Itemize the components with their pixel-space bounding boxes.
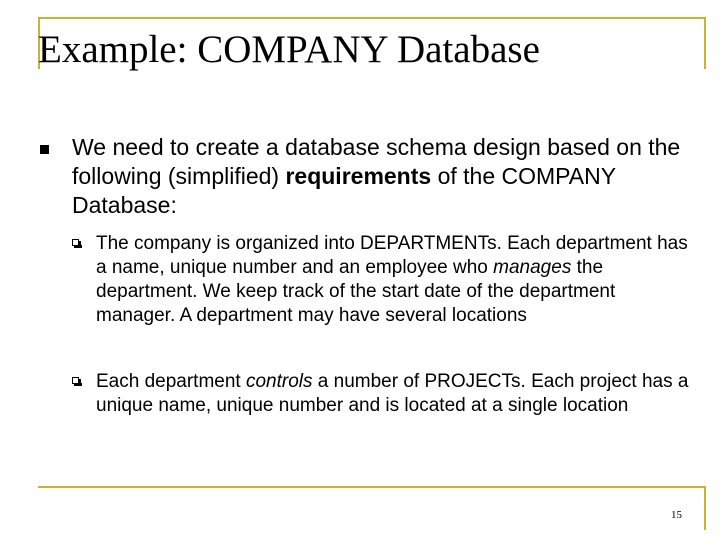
sub-bullet-text-part: Each department [96, 371, 246, 392]
sub-bullet-italic-text: manages [493, 257, 572, 278]
main-bullet-bold-text: requirements [285, 163, 432, 189]
main-bullet-text-part: of the COMPANY Database: [72, 163, 616, 218]
hollow-square-bullet-icon [72, 239, 79, 246]
sub-bullet-text [96, 232, 696, 328]
sub-bullet-text-part: a number of PROJECTs. Each project has a unique name, unique number and is located at a single location [96, 371, 689, 416]
sub-bullet-text-part: the department. We keep track of the start date of the department manager. A department may have several locations [96, 257, 616, 326]
footer-rule [38, 486, 705, 488]
hollow-square-bullet-icon [72, 377, 79, 384]
title-right-rule [704, 17, 706, 69]
title-top-rule [38, 17, 705, 19]
main-bullet-text-part: We need to create a database schema design based on the following (simplified) [72, 134, 681, 189]
page-number: 15 [671, 509, 682, 521]
sub-bullet-text-part: The company is organized into DEPARTMENTs. Each department has a name, unique number and an employee who [96, 233, 688, 278]
main-bullet-text [72, 133, 702, 220]
filled-square-bullet-icon [40, 145, 49, 154]
footer-right-rule [704, 486, 706, 530]
sub-bullet-text [96, 370, 696, 418]
slide-title: Example: COMPANY Database [38, 28, 540, 71]
sub-bullet-italic-text: controls [245, 371, 313, 392]
